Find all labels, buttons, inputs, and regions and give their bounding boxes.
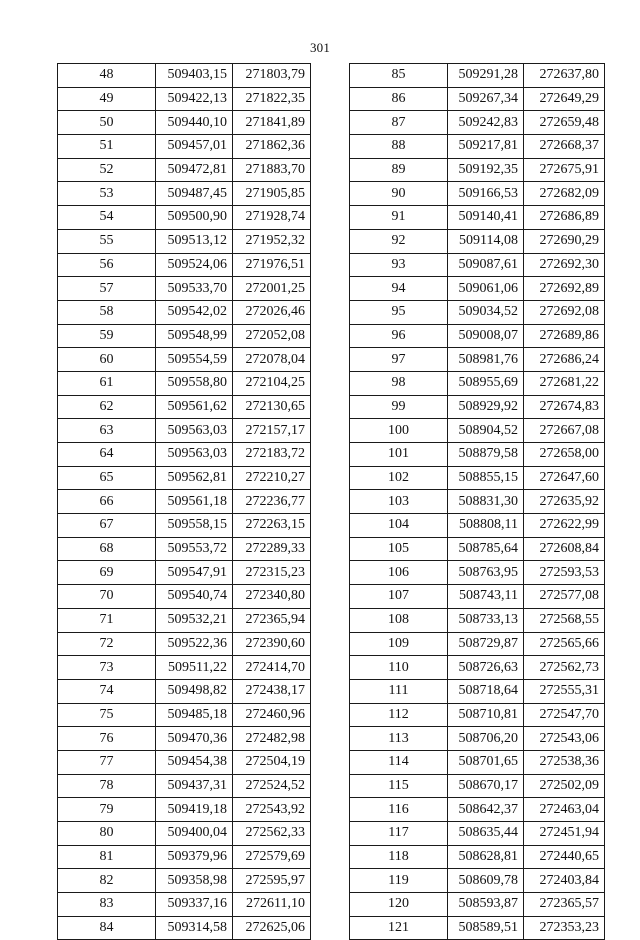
y-coordinate-cell: 271862,36 [233,135,311,159]
point-number-cell: 48 [58,64,156,88]
y-coordinate-cell: 272365,57 [524,893,605,917]
table-row [58,608,311,632]
y-coordinate-cell: 272210,27 [233,466,311,490]
y-coordinate-cell: 272637,80 [524,64,605,88]
y-coordinate-cell: 272635,92 [524,490,605,514]
table-row [350,348,605,372]
y-coordinate-cell: 272263,15 [233,514,311,538]
table-row [350,703,605,727]
table-row [350,87,605,111]
table-row [350,537,605,561]
table-row [350,64,605,88]
x-coordinate-cell: 509561,62 [156,395,233,419]
y-coordinate-cell: 272052,08 [233,324,311,348]
y-coordinate-cell: 272689,86 [524,324,605,348]
table-row [350,419,605,443]
y-coordinate-cell: 272026,46 [233,300,311,324]
table-row [58,158,311,182]
table-row [350,182,605,206]
table-row [58,371,311,395]
point-number-cell: 72 [58,632,156,656]
y-coordinate-cell: 272593,53 [524,561,605,585]
x-coordinate-cell: 509419,18 [156,798,233,822]
y-coordinate-cell: 272659,48 [524,111,605,135]
point-number-cell: 100 [350,419,448,443]
y-coordinate-cell: 271952,32 [233,229,311,253]
table-row [350,845,605,869]
y-coordinate-cell: 272686,89 [524,206,605,230]
x-coordinate-cell: 509522,36 [156,632,233,656]
point-number-cell: 113 [350,727,448,751]
table-row [58,348,311,372]
y-coordinate-cell: 272555,31 [524,679,605,703]
table-row [58,561,311,585]
point-number-cell: 93 [350,253,448,277]
x-coordinate-cell: 509061,06 [448,277,524,301]
point-number-cell: 64 [58,443,156,467]
y-coordinate-cell: 271822,35 [233,87,311,111]
table-row [350,561,605,585]
table-row [350,371,605,395]
table-row [350,277,605,301]
point-number-cell: 80 [58,822,156,846]
x-coordinate-cell: 509554,59 [156,348,233,372]
y-coordinate-cell: 272289,33 [233,537,311,561]
table-row [58,443,311,467]
table-row [350,466,605,490]
point-number-cell: 75 [58,703,156,727]
x-coordinate-cell: 509457,01 [156,135,233,159]
table-row [350,727,605,751]
table-row [58,632,311,656]
x-coordinate-cell: 508733,13 [448,608,524,632]
table-row [58,490,311,514]
x-coordinate-cell: 508628,81 [448,845,524,869]
y-coordinate-cell: 272482,98 [233,727,311,751]
point-number-cell: 54 [58,206,156,230]
point-number-cell: 81 [58,845,156,869]
x-coordinate-cell: 509337,16 [156,893,233,917]
table-row [350,656,605,680]
point-number-cell: 59 [58,324,156,348]
y-coordinate-cell: 272390,60 [233,632,311,656]
coordinates-table-right [349,63,605,940]
y-coordinate-cell: 272353,23 [524,916,605,940]
point-number-cell: 119 [350,869,448,893]
point-number-cell: 70 [58,585,156,609]
x-coordinate-cell: 508808,11 [448,514,524,538]
y-coordinate-cell: 272579,69 [233,845,311,869]
x-coordinate-cell: 509422,13 [156,87,233,111]
y-coordinate-cell: 272502,09 [524,774,605,798]
point-number-cell: 117 [350,822,448,846]
point-number-cell: 52 [58,158,156,182]
y-coordinate-cell: 272538,36 [524,750,605,774]
point-number-cell: 91 [350,206,448,230]
table-row [350,774,605,798]
x-coordinate-cell: 509548,99 [156,324,233,348]
table-row [350,253,605,277]
x-coordinate-cell: 509561,18 [156,490,233,514]
point-number-cell: 56 [58,253,156,277]
point-number-cell: 118 [350,845,448,869]
x-coordinate-cell: 509470,36 [156,727,233,751]
y-coordinate-cell: 272403,84 [524,869,605,893]
x-coordinate-cell: 509524,06 [156,253,233,277]
x-coordinate-cell: 509034,52 [448,300,524,324]
y-coordinate-cell: 272078,04 [233,348,311,372]
x-coordinate-cell: 509114,08 [448,229,524,253]
point-number-cell: 77 [58,750,156,774]
table-row [350,490,605,514]
table-row [58,253,311,277]
point-number-cell: 121 [350,916,448,940]
table-row [58,87,311,111]
table-row [58,798,311,822]
table-row [58,135,311,159]
y-coordinate-cell: 272595,97 [233,869,311,893]
point-number-cell: 60 [58,348,156,372]
table-row [58,585,311,609]
point-number-cell: 62 [58,395,156,419]
table-row [350,585,605,609]
y-coordinate-cell: 272649,29 [524,87,605,111]
table-row [350,111,605,135]
table-row [58,229,311,253]
point-number-cell: 84 [58,916,156,940]
y-coordinate-cell: 272104,25 [233,371,311,395]
table-row [58,750,311,774]
x-coordinate-cell: 508855,15 [448,466,524,490]
x-coordinate-cell: 509400,04 [156,822,233,846]
table-row [58,656,311,680]
y-coordinate-cell: 272157,17 [233,419,311,443]
y-coordinate-cell: 272504,19 [233,750,311,774]
table-row [58,845,311,869]
table-row [58,300,311,324]
point-number-cell: 97 [350,348,448,372]
point-number-cell: 82 [58,869,156,893]
point-number-cell: 90 [350,182,448,206]
x-coordinate-cell: 508593,87 [448,893,524,917]
x-coordinate-cell: 509532,21 [156,608,233,632]
y-coordinate-cell: 272315,23 [233,561,311,585]
point-number-cell: 102 [350,466,448,490]
y-coordinate-cell: 272692,08 [524,300,605,324]
y-coordinate-cell: 272562,73 [524,656,605,680]
table-row [350,395,605,419]
x-coordinate-cell: 508763,95 [448,561,524,585]
x-coordinate-cell: 509379,96 [156,845,233,869]
x-coordinate-cell: 509533,70 [156,277,233,301]
table-row [350,916,605,940]
y-coordinate-cell: 272577,08 [524,585,605,609]
x-coordinate-cell: 509540,74 [156,585,233,609]
x-coordinate-cell: 508726,63 [448,656,524,680]
point-number-cell: 73 [58,656,156,680]
y-coordinate-cell: 272340,80 [233,585,311,609]
point-number-cell: 66 [58,490,156,514]
y-coordinate-cell: 272001,25 [233,277,311,301]
x-coordinate-cell: 509500,90 [156,206,233,230]
y-coordinate-cell: 272674,83 [524,395,605,419]
y-coordinate-cell: 272463,04 [524,798,605,822]
x-coordinate-cell: 509087,61 [448,253,524,277]
table-row [58,466,311,490]
point-number-cell: 98 [350,371,448,395]
x-coordinate-cell: 509314,58 [156,916,233,940]
x-coordinate-cell: 509192,35 [448,158,524,182]
y-coordinate-cell: 272647,60 [524,466,605,490]
table-row [58,703,311,727]
table-row [58,206,311,230]
point-number-cell: 74 [58,679,156,703]
x-coordinate-cell: 508729,87 [448,632,524,656]
y-coordinate-cell: 272183,72 [233,443,311,467]
point-number-cell: 83 [58,893,156,917]
x-coordinate-cell: 509166,53 [448,182,524,206]
y-coordinate-cell: 272130,65 [233,395,311,419]
x-coordinate-cell: 508929,92 [448,395,524,419]
x-coordinate-cell: 509008,07 [448,324,524,348]
point-number-cell: 85 [350,64,448,88]
y-coordinate-cell: 272562,33 [233,822,311,846]
y-coordinate-cell: 271905,85 [233,182,311,206]
point-number-cell: 53 [58,182,156,206]
y-coordinate-cell: 272668,37 [524,135,605,159]
point-number-cell: 106 [350,561,448,585]
x-coordinate-cell: 509563,03 [156,419,233,443]
x-coordinate-cell: 509485,18 [156,703,233,727]
point-number-cell: 105 [350,537,448,561]
x-coordinate-cell: 509242,83 [448,111,524,135]
x-coordinate-cell: 508642,37 [448,798,524,822]
x-coordinate-cell: 508981,76 [448,348,524,372]
y-coordinate-cell: 272414,70 [233,656,311,680]
point-number-cell: 50 [58,111,156,135]
table-row [58,324,311,348]
table-row [350,632,605,656]
y-coordinate-cell: 272236,77 [233,490,311,514]
y-coordinate-cell: 272622,99 [524,514,605,538]
x-coordinate-cell: 508955,69 [448,371,524,395]
y-coordinate-cell: 272451,94 [524,822,605,846]
x-coordinate-cell: 509358,98 [156,869,233,893]
table-row [350,324,605,348]
table-row [350,679,605,703]
x-coordinate-cell: 509487,45 [156,182,233,206]
point-number-cell: 51 [58,135,156,159]
table-row [350,869,605,893]
x-coordinate-cell: 509217,81 [448,135,524,159]
point-number-cell: 89 [350,158,448,182]
x-coordinate-cell: 508706,20 [448,727,524,751]
y-coordinate-cell: 272460,96 [233,703,311,727]
table-row [58,822,311,846]
table-row [350,229,605,253]
table-row [350,514,605,538]
x-coordinate-cell: 508670,17 [448,774,524,798]
y-coordinate-cell: 272682,09 [524,182,605,206]
table-row [58,893,311,917]
y-coordinate-cell: 272625,06 [233,916,311,940]
point-number-cell: 63 [58,419,156,443]
y-coordinate-cell: 272675,91 [524,158,605,182]
y-coordinate-cell: 272524,52 [233,774,311,798]
y-coordinate-cell: 272543,06 [524,727,605,751]
table-row [58,679,311,703]
point-number-cell: 120 [350,893,448,917]
point-number-cell: 86 [350,87,448,111]
x-coordinate-cell: 508785,64 [448,537,524,561]
point-number-cell: 71 [58,608,156,632]
x-coordinate-cell: 509513,12 [156,229,233,253]
table-row [350,750,605,774]
table-row [58,182,311,206]
table-row [58,419,311,443]
x-coordinate-cell: 508635,44 [448,822,524,846]
y-coordinate-cell: 271976,51 [233,253,311,277]
point-number-cell: 79 [58,798,156,822]
y-coordinate-cell: 271803,79 [233,64,311,88]
point-number-cell: 108 [350,608,448,632]
y-coordinate-cell: 272565,66 [524,632,605,656]
y-coordinate-cell: 272438,17 [233,679,311,703]
point-number-cell: 94 [350,277,448,301]
y-coordinate-cell: 272543,92 [233,798,311,822]
x-coordinate-cell: 509553,72 [156,537,233,561]
table-row [350,158,605,182]
y-coordinate-cell: 272611,10 [233,893,311,917]
x-coordinate-cell: 508701,65 [448,750,524,774]
point-number-cell: 49 [58,87,156,111]
point-number-cell: 78 [58,774,156,798]
point-number-cell: 112 [350,703,448,727]
y-coordinate-cell: 272608,84 [524,537,605,561]
x-coordinate-cell: 509498,82 [156,679,233,703]
y-coordinate-cell: 272681,22 [524,371,605,395]
x-coordinate-cell: 509542,02 [156,300,233,324]
y-coordinate-cell: 271841,89 [233,111,311,135]
x-coordinate-cell: 508609,78 [448,869,524,893]
x-coordinate-cell: 508589,51 [448,916,524,940]
x-coordinate-cell: 509140,41 [448,206,524,230]
table-row [350,893,605,917]
table-row [58,111,311,135]
y-coordinate-cell: 272692,30 [524,253,605,277]
x-coordinate-cell: 508710,81 [448,703,524,727]
y-coordinate-cell: 272568,55 [524,608,605,632]
x-coordinate-cell: 509558,15 [156,514,233,538]
point-number-cell: 68 [58,537,156,561]
table-row [350,608,605,632]
point-number-cell: 95 [350,300,448,324]
table-row [58,537,311,561]
table-row [58,869,311,893]
y-coordinate-cell: 271928,74 [233,206,311,230]
point-number-cell: 111 [350,679,448,703]
x-coordinate-cell: 508904,52 [448,419,524,443]
x-coordinate-cell: 509291,28 [448,64,524,88]
y-coordinate-cell: 272686,24 [524,348,605,372]
x-coordinate-cell: 508718,64 [448,679,524,703]
point-number-cell: 115 [350,774,448,798]
coordinates-table-left [57,63,311,940]
point-number-cell: 67 [58,514,156,538]
y-coordinate-cell: 271883,70 [233,158,311,182]
point-number-cell: 99 [350,395,448,419]
x-coordinate-cell: 509403,15 [156,64,233,88]
point-number-cell: 65 [58,466,156,490]
x-coordinate-cell: 509454,38 [156,750,233,774]
table-row [350,206,605,230]
point-number-cell: 61 [58,371,156,395]
point-number-cell: 88 [350,135,448,159]
x-coordinate-cell: 509558,80 [156,371,233,395]
x-coordinate-cell: 509437,31 [156,774,233,798]
table-row [350,443,605,467]
table-row [58,727,311,751]
x-coordinate-cell: 508743,11 [448,585,524,609]
y-coordinate-cell: 272547,70 [524,703,605,727]
y-coordinate-cell: 272658,00 [524,443,605,467]
point-number-cell: 69 [58,561,156,585]
point-number-cell: 101 [350,443,448,467]
y-coordinate-cell: 272440,65 [524,845,605,869]
table-row [350,822,605,846]
table-row [350,135,605,159]
point-number-cell: 96 [350,324,448,348]
point-number-cell: 107 [350,585,448,609]
y-coordinate-cell: 272365,94 [233,608,311,632]
point-number-cell: 55 [58,229,156,253]
y-coordinate-cell: 272692,89 [524,277,605,301]
x-coordinate-cell: 509562,81 [156,466,233,490]
table-row [58,514,311,538]
x-coordinate-cell: 509511,22 [156,656,233,680]
x-coordinate-cell: 509440,10 [156,111,233,135]
point-number-cell: 116 [350,798,448,822]
table-row [58,774,311,798]
point-number-cell: 110 [350,656,448,680]
table-row [58,64,311,88]
point-number-cell: 87 [350,111,448,135]
point-number-cell: 76 [58,727,156,751]
table-row [58,395,311,419]
x-coordinate-cell: 509472,81 [156,158,233,182]
table-row [58,277,311,301]
table-row [350,798,605,822]
point-number-cell: 92 [350,229,448,253]
point-number-cell: 109 [350,632,448,656]
y-coordinate-cell: 272690,29 [524,229,605,253]
x-coordinate-cell: 509563,03 [156,443,233,467]
point-number-cell: 103 [350,490,448,514]
table-row [350,300,605,324]
point-number-cell: 57 [58,277,156,301]
point-number-cell: 104 [350,514,448,538]
page-number: 301 [309,40,331,55]
table-row [58,916,311,940]
point-number-cell: 114 [350,750,448,774]
x-coordinate-cell: 509267,34 [448,87,524,111]
x-coordinate-cell: 508831,30 [448,490,524,514]
x-coordinate-cell: 508879,58 [448,443,524,467]
point-number-cell: 58 [58,300,156,324]
x-coordinate-cell: 509547,91 [156,561,233,585]
y-coordinate-cell: 272667,08 [524,419,605,443]
